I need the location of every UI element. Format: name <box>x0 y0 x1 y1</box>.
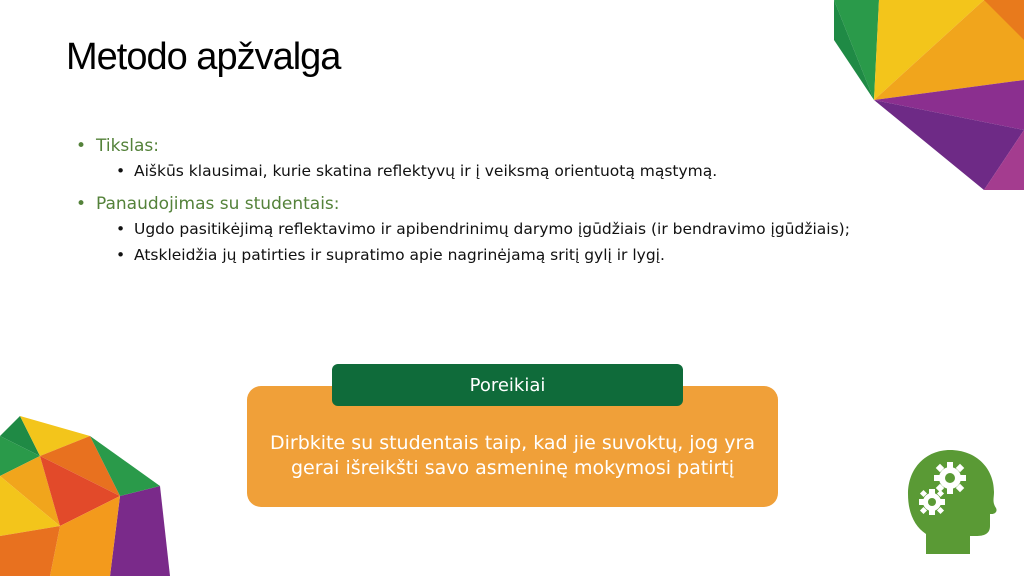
sub-bullet <box>114 245 854 266</box>
sub-bullet <box>114 219 854 240</box>
bullet-list <box>74 128 850 266</box>
bullet-marker: • <box>76 136 87 156</box>
bullet-label: Tikslas: <box>96 136 160 156</box>
bullet-panaudojimas <box>74 194 834 214</box>
sub-bullet-text: Atskleidžia jų patirties ir supratimo apie nagrinėjamą sritį gylį ir lygį. <box>134 245 665 264</box>
bullet-marker: • <box>116 219 126 238</box>
bullet-marker: • <box>76 193 87 214</box>
sub-bullet <box>114 161 854 182</box>
sub-bullet-text: Aiškūs klausimai, kurie skatina reflektyvų ir į veiksmą orientuotą mąstymą. <box>134 162 718 180</box>
callout-text: Dirbkite su studentais taip, kad jie suvoktų, jog yra gerai išreikšti savo asmeninę mokymosi patirtį <box>269 431 755 479</box>
callout-label: Poreikiai <box>332 364 683 406</box>
page-title: Metodo apžvalga <box>66 36 341 78</box>
bullet-label: Panaudojimas su studentais: <box>96 193 340 214</box>
bullet-marker: • <box>116 245 126 264</box>
sub-bullet-text: Ugdo pasitikėjimą reflektavimo ir apibendrinimų darymo įgūdžiais (ir bendravimo įgūdžiais); <box>134 219 850 238</box>
decorative-polygons-bottom-left <box>0 416 170 576</box>
head-gears-icon <box>906 448 998 554</box>
bullet-marker: • <box>116 162 126 180</box>
bullet-tikslas <box>74 136 834 156</box>
decorative-polygons-top-right <box>834 0 1024 190</box>
